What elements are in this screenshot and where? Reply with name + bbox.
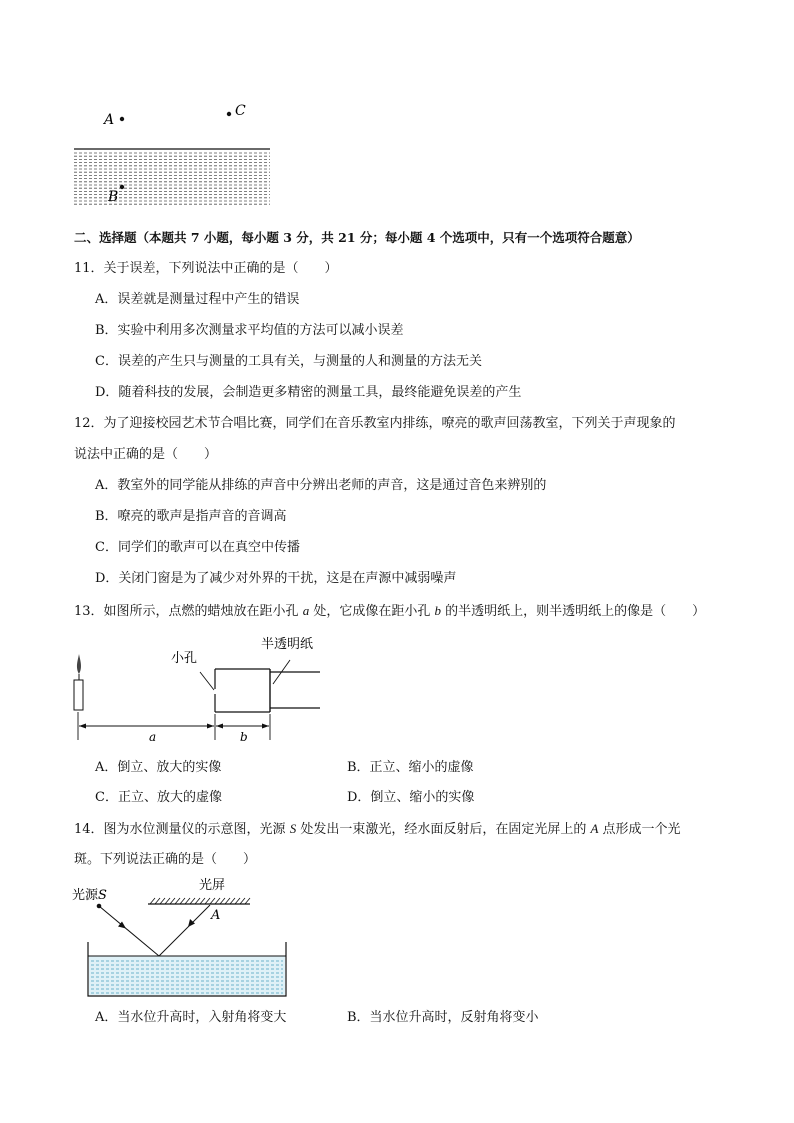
q12-option-a: A．教室外的同学能从排练的声音中分辨出老师的声音，这是通过音色来辨别的: [95, 478, 547, 493]
label-pinhole: 小孔: [171, 651, 198, 666]
q14-var-a: A: [590, 821, 599, 836]
screen-hatch-line: [245, 898, 250, 904]
reflected-arrow: [188, 919, 195, 927]
q14-stem-part2: 处发出一束激光，经水面反射后，在固定光屏上的: [296, 822, 591, 837]
dim-a-arrow-right: [207, 724, 214, 729]
screen-hatch-line: [230, 898, 235, 904]
screen-hatch-line: [165, 898, 170, 904]
q13-stem-part2: 处，它成像在距小孔: [309, 604, 435, 619]
question-12-stem-line2: 说法中正确的是（ ）: [74, 447, 218, 462]
reflected-beam: [159, 905, 210, 956]
screen-hatch-line: [220, 898, 225, 904]
pinhole-pointer: [200, 672, 214, 690]
screen-hatch-line: [235, 898, 240, 904]
dim-a-arrow-left: [79, 724, 86, 729]
screen-hatch-line: [200, 898, 205, 904]
label-light-source: 光源S: [72, 888, 107, 903]
label-translucent-paper: 半透明纸: [261, 637, 314, 652]
label-dim-a: a: [149, 730, 157, 744]
water-hatching: [74, 153, 270, 204]
point-b: [120, 185, 124, 189]
screen-hatch-line: [180, 898, 185, 904]
dim-b-arrow-left: [216, 724, 223, 729]
label-c: C: [235, 103, 246, 119]
question-14-stem-line2: 斑。下列说法正确的是（ ）: [74, 852, 257, 867]
q11-option-c: C．误差的产生只与测量的工具有关，与测量的人和测量的方法无关: [95, 354, 482, 369]
question-11-stem: 11．关于误差，下列说法中正确的是（ ）: [74, 261, 338, 276]
incident-beam: [99, 906, 159, 956]
q13-stem-part3: 的半透明纸上，则半透明纸上的像是（ ）: [440, 604, 706, 619]
question-12-stem-line1: 12．为了迎接校园艺术节合唱比赛，同学们在音乐教室内排练，嘹亮的歌声回荡教室，下列关于声现象的: [74, 416, 676, 431]
candle-flame-icon: [77, 654, 81, 674]
q12-option-d: D．关闭门窗是为了减少对外界的干扰，这是在声源中减弱噪声: [95, 571, 457, 586]
question-13-stem: [74, 602, 705, 621]
q13-option-c: C．正立、放大的虚像: [95, 790, 222, 805]
q14-option-a: A．当水位升高时，入射角将变大: [95, 1010, 287, 1025]
q13-var-a: a: [302, 603, 310, 618]
q14-var-s: S: [289, 821, 297, 836]
screen-hatching: [150, 898, 250, 904]
q13-stem-part1: 13．如图所示，点燃的蜡烛放在距小孔: [74, 604, 303, 619]
dim-b-arrow-right: [262, 724, 269, 729]
figure-pinhole-camera: [70, 632, 330, 747]
screen-hatch-line: [160, 898, 165, 904]
label-point-a: A: [211, 908, 221, 923]
screen-hatch-line: [150, 898, 155, 904]
screen-hatch-line: [170, 898, 175, 904]
label-a: A: [104, 112, 115, 128]
point-c: [227, 112, 231, 116]
q14-option-b: B．当水位升高时，反射角将变小: [347, 1010, 539, 1025]
screen-hatch-line: [175, 898, 180, 904]
screen-hatch-line: [225, 898, 230, 904]
figure-water-level-meter: [70, 872, 300, 1002]
screen-hatch-line: [185, 898, 190, 904]
q13-var-b: b: [434, 603, 441, 618]
screen-hatch-line: [240, 898, 245, 904]
q12-option-c: C．同学们的歌声可以在真空中传播: [95, 540, 300, 555]
label-screen: 光屏: [199, 878, 226, 893]
question-14-stem-line1: [74, 820, 681, 839]
q11-option-b: B．实验中利用多次测量求平均值的方法可以减小误差: [95, 323, 404, 338]
screen-hatch-line: [195, 898, 200, 904]
q14-stem-part3: 点形成一个光: [598, 822, 681, 837]
point-a: [120, 117, 124, 121]
figure-water-points: [60, 95, 290, 210]
q11-option-a: A．误差就是测量过程中产生的错误: [95, 292, 300, 307]
screen-hatch-line: [190, 898, 195, 904]
q12-option-b: B．嘹亮的歌声是指声音的音调高: [95, 509, 287, 524]
q13-option-b: B．正立、缩小的虚像: [347, 760, 474, 775]
screen-hatch-line: [210, 898, 215, 904]
q14-stem-part1: 14．图为水位测量仪的示意图，光源: [74, 822, 290, 837]
screen-hatch-line: [215, 898, 220, 904]
q13-option-a: A．倒立、放大的实像: [95, 760, 222, 775]
label-b: B: [108, 189, 119, 205]
screen-hatch-line: [205, 898, 210, 904]
q11-option-d: D．随着科技的发展，会制造更多精密的测量工具，最终能避免误差的产生: [95, 385, 522, 400]
q13-option-d: D．倒立、缩小的实像: [347, 790, 475, 805]
screen-hatch-line: [155, 898, 160, 904]
candle-body: [74, 680, 83, 710]
section-heading: 二、选择题（本题共 7 小题，每小题 3 分，共 21 分；每小题 4 个选项中，只有一个选项符合题意）: [74, 230, 640, 245]
label-dim-b: b: [240, 730, 248, 744]
